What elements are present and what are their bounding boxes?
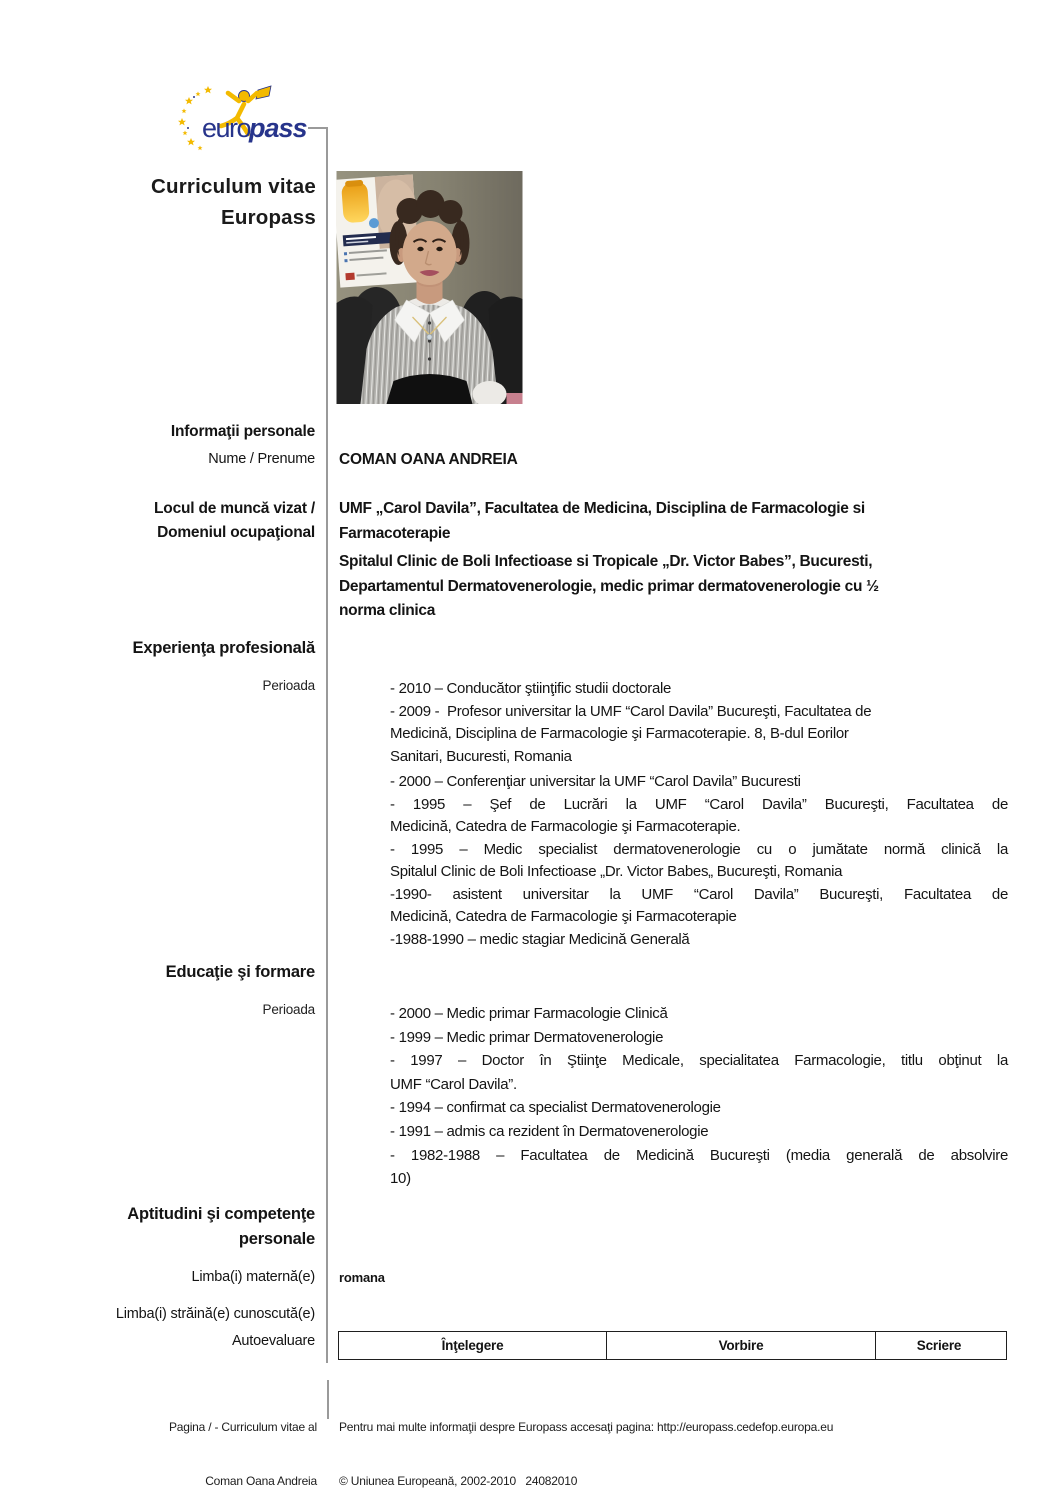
job-description-line: UMF „Carol Davila”, Facultatea de Medicina, Disciplina de Farmacologie si bbox=[339, 500, 865, 517]
label-name: Nume / Prenume bbox=[208, 451, 315, 467]
section-heading-experience: Experienţa profesională bbox=[132, 639, 315, 657]
table-header-speaking: Vorbire bbox=[606, 1332, 875, 1359]
europass-logo-graphic bbox=[178, 84, 320, 154]
education-item: - 1991 – admis ca rezident în Dermatovenerologie bbox=[390, 1122, 709, 1140]
section-heading-education: Educaţie şi formare bbox=[165, 963, 315, 981]
job-description-line: Farmacoterapie bbox=[339, 524, 451, 542]
section-heading-skills-line1: Aptitudini şi competenţe bbox=[127, 1205, 315, 1223]
table-header-writing: Scriere bbox=[875, 1332, 1002, 1359]
section-heading-personal-info: Informaţii personale bbox=[170, 423, 315, 440]
label-education-period: Perioada bbox=[262, 1002, 315, 1017]
job-description-line: Departamentul Dermatovenerologie, medic primar dermatovenerologie cu ½ bbox=[339, 577, 879, 595]
label-job-target-line2: Domeniul ocupaţional bbox=[157, 524, 315, 541]
footer-copyright-line: © Uniunea Europeană, 2002-2010 24082010 bbox=[339, 1474, 578, 1488]
mother-tongue-value: romana bbox=[339, 1270, 385, 1285]
experience-item: - 2009 - Profesor universitar la UMF “Carol Davila” Bucureşti, Facultatea de bbox=[390, 702, 872, 720]
footer-europass-info bbox=[339, 1382, 1039, 1497]
label-experience-period: Perioada bbox=[262, 678, 315, 693]
experience-item: -1990- asistent universitar la UMF “Carol Davila” Bucureşti, Facultatea de bbox=[390, 885, 1008, 903]
page-title-line2: Europass bbox=[220, 206, 316, 229]
label-job-target bbox=[40, 497, 315, 545]
experience-list bbox=[390, 678, 1008, 951]
name-value: COMAN OANA ANDREIA bbox=[339, 451, 518, 468]
portrait-photo-graphic bbox=[336, 171, 523, 404]
section-heading-skills bbox=[40, 1202, 315, 1252]
experience-item: Medicină, Disciplina de Farmacologie şi Farmacoterapie. 8, B-dul Eorilor bbox=[390, 725, 849, 742]
footer-europass-url-line: Pentru mai multe informaţii despre Europass accesaţi pagina: http://europass.cedefop.europa.eu bbox=[339, 1420, 834, 1434]
column-divider-rule bbox=[326, 127, 328, 1363]
education-item: - 2000 – Medic primar Farmacologie Clinică bbox=[390, 1005, 668, 1022]
label-self-assessment: Autoevaluare bbox=[231, 1333, 315, 1349]
label-job-target-line1: Locul de muncă vizat / bbox=[154, 500, 315, 517]
experience-item: - 1995 – Medic specialist dermatovenerologie cu o jumătate normă clinică la bbox=[390, 840, 1008, 858]
education-item: - 1982-1988 – Facultatea de Medicină Bucureşti (media generală de absolvire bbox=[390, 1146, 1008, 1164]
footer-divider-rule bbox=[327, 1380, 329, 1419]
label-foreign-language: Limba(i) străină(e) cunoscută(e) bbox=[115, 1306, 315, 1322]
footer-page-info-line1: Pagina / - Curriculum vitae al bbox=[168, 1420, 317, 1434]
table-header-understanding: Înţelegere bbox=[441, 1338, 504, 1353]
europass-logo bbox=[178, 84, 320, 154]
experience-item: Sanitari, Bucuresti, Romania bbox=[390, 747, 572, 765]
page-title bbox=[40, 171, 316, 233]
section-heading-skills-line2: personale bbox=[238, 1230, 315, 1248]
page-title-line1: Curriculum vitae bbox=[151, 175, 316, 198]
education-item: 10) bbox=[390, 1170, 411, 1188]
job-description bbox=[339, 497, 1009, 624]
education-item: UMF “Carol Davila”. bbox=[390, 1075, 517, 1093]
education-list bbox=[390, 1002, 1008, 1191]
experience-item: - 2000 – Conferenţiar universitar la UMF “Carol Davila” Bucuresti bbox=[390, 773, 801, 790]
logo-text-pass: pass bbox=[249, 113, 307, 143]
logo-text-euro: euro bbox=[202, 113, 251, 143]
education-item: - 1994 – confirmat ca specialist Dermatovenerologie bbox=[390, 1099, 721, 1117]
self-assessment-table bbox=[338, 1331, 1007, 1360]
experience-item: - 1995 – Şef de Lucrări la UMF “Carol Davila” Bucureşti, Facultatea de bbox=[390, 795, 1008, 813]
experience-item: -1988-1990 – medic stagiar Medicină Generală bbox=[390, 930, 690, 948]
portrait-photo bbox=[336, 171, 523, 404]
experience-item: Medicină, Catedra de Farmacologie şi Farmacoterapie bbox=[390, 908, 737, 925]
job-description-line: Spitalul Clinic de Boli Infectioase si Tropicale „Dr. Victor Babes”, Bucuresti, bbox=[339, 553, 873, 571]
footer-page-info bbox=[40, 1382, 317, 1497]
logo-connector-rule bbox=[308, 127, 327, 129]
label-mother-tongue: Limba(i) maternă(e) bbox=[191, 1269, 315, 1285]
job-description-line: norma clinica bbox=[339, 602, 436, 620]
experience-item: - 2010 – Conducător ştiinţific studii doctorale bbox=[390, 680, 672, 697]
education-item: - 1999 – Medic primar Dermatovenerologie bbox=[390, 1028, 664, 1046]
education-item: - 1997 – Doctor în Ştiinţe Medicale, specialitatea Farmacologie, titlu obţinut la bbox=[390, 1052, 1008, 1070]
experience-item: Medicină, Catedra de Farmacologie şi Farmacoterapie. bbox=[390, 818, 741, 835]
footer-page-info-line2: Coman Oana Andreia bbox=[205, 1474, 317, 1488]
experience-item: Spitalul Clinic de Boli Infectioase „Dr. Victor Babes„ Bucureşti, Romania bbox=[390, 863, 843, 880]
